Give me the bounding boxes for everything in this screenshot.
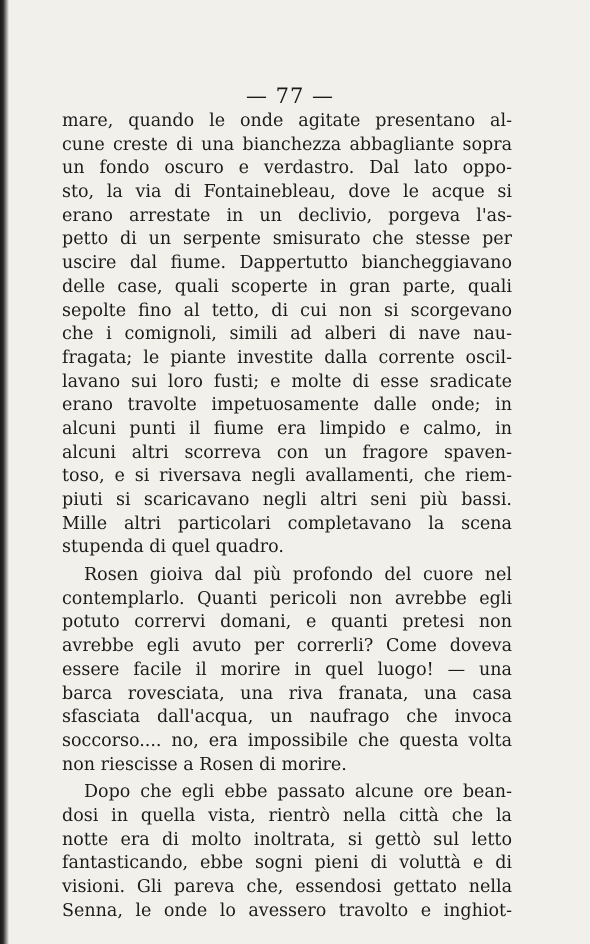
text-line: fantasticando, ebbe sogni pieni di voluttà e di bbox=[62, 853, 512, 874]
text-line: delle case, quali scoperte in gran parte, quali bbox=[62, 276, 512, 297]
text-line: che i comignoli, simili ad alberi di nave nau- bbox=[62, 324, 512, 345]
text-line: erano travolte impetuosamente dalle onde; in bbox=[62, 395, 512, 416]
text-line: mare, quando le onde agitate presentano al- bbox=[62, 111, 512, 131]
text-line: sepolte fino al tetto, di cui non si scorgevano bbox=[62, 300, 512, 321]
text-line: lavano sui loro fusti; e molte di esse sradicate bbox=[62, 371, 512, 392]
text-line: sfasciata dall'acqua, un naufrago che invoca bbox=[62, 707, 512, 728]
paragraph-3 bbox=[62, 781, 512, 923]
text-line: potuto corrervi domani, e quanti pretesi non bbox=[62, 612, 512, 633]
paragraph-1 bbox=[62, 110, 512, 560]
text-line: Mille altri particolari completavano la scena bbox=[62, 513, 512, 534]
text-line: alcuni punti il fiume era limpido e calmo, in bbox=[62, 418, 512, 439]
text-line: alcuni altri scorreva con un fragore spaven- bbox=[62, 442, 512, 463]
text-line: Rosen gioiva dal più profondo del cuore nel bbox=[84, 565, 512, 586]
text-line: un fondo oscuro e verdastro. Dal lato oppo- bbox=[62, 158, 512, 179]
body-text bbox=[62, 110, 512, 923]
text-line: barca rovesciata, una riva franata, una casa bbox=[62, 683, 512, 704]
text-line: non riescisse a Rosen di morire. bbox=[62, 754, 347, 775]
text-line: avrebbe egli avuto per correrli? Come doveva bbox=[62, 636, 512, 657]
text-line: petto di un serpente smisurato che stesse per bbox=[62, 229, 512, 250]
text-line: Senna, le onde lo avessero travolto e inghiot- bbox=[62, 900, 512, 921]
text-line: contemplarlo. Quanti pericoli non avrebbe egli bbox=[62, 588, 512, 609]
paragraph-2 bbox=[62, 564, 512, 777]
text-line: stupenda di quel quadro. bbox=[62, 537, 284, 558]
page-binding-edge bbox=[0, 0, 9, 944]
text-line: erano arrestate in un declivio, porgeva l'as- bbox=[62, 205, 512, 226]
text-line: visioni. Gli pareva che, essendosi gettato nella bbox=[62, 877, 512, 897]
text-line: dosi in quella vista, rientrò nella città che la bbox=[62, 805, 512, 826]
text-line: fragata; le piante investite dalla corrente oscil- bbox=[62, 347, 512, 368]
text-line: cune creste di una bianchezza abbagliante sopra bbox=[62, 134, 512, 155]
text-line: notte era di molto inoltrata, si gettò sul letto bbox=[62, 829, 512, 850]
page-number: — 77 — bbox=[245, 84, 335, 108]
text-line: Dopo che egli ebbe passato alcune ore bean- bbox=[84, 782, 512, 803]
text-line: sto, la via di Fontainebleau, dove le acque si bbox=[62, 182, 512, 203]
text-line: soccorso.... no, era impossibile che questa volta bbox=[62, 730, 512, 751]
text-line: toso, e si riversava negli avallamenti, che riem- bbox=[62, 466, 512, 487]
text-line: piuti si scaricavano negli altri seni più bassi. bbox=[62, 490, 512, 510]
text-line: essere facile il morire in quel luogo! — una bbox=[62, 659, 512, 680]
text-line: uscire dal fiume. Dappertutto biancheggiavano bbox=[62, 253, 512, 274]
